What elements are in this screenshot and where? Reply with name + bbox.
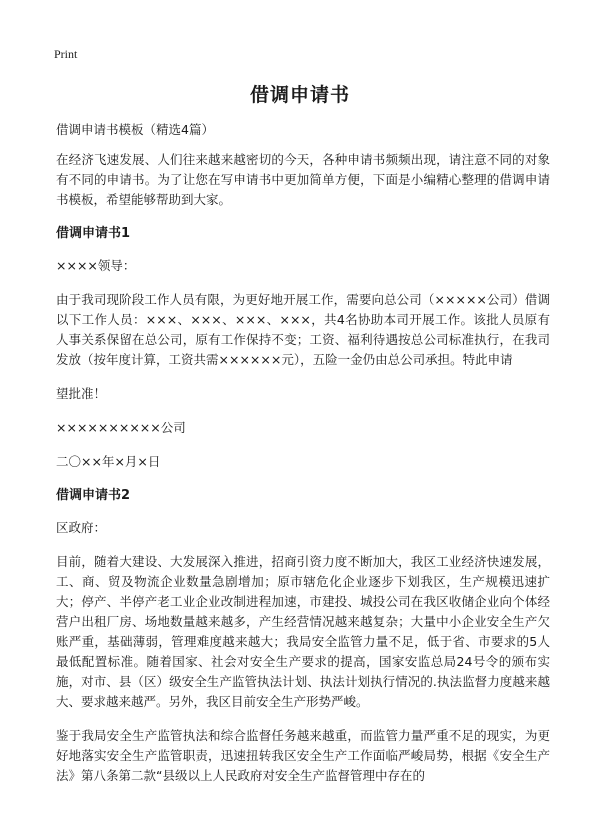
document-subtitle: 借调申请书模板（精选4篇） [56,122,214,137]
page-title: 借调申请书 [249,84,350,106]
body-paragraph-2b: 鉴于我局安全生产监管执法和综合监督任务越来越重，而监管力量严重不足的现实，为更好地落实安全生产监管职责，迅速扭转我区安全生产工作面临严峻局势，根据《安全生产法》第八条第二款“县级以上人民政府对安全生产监督管理中存在的 [56,728,550,783]
closing-1: 望批准！ [56,386,107,401]
body-paragraph-1: 由于我司现阶段工作人员有限，为更好地开展工作，需要向总公司（×××××公司）借调以下工作人员：×××、×××、×××、×××，共4名协助本司开展工作。该批人员原有人事关系保留在总公司，原有工作保持不变；工资、福利待遇按总公司标准执行，在我司发放（按年度计算，工资共需××××××元），五险一金仍由总公司承担。特此申请 [56,292,550,367]
intro-paragraph: 在经济飞速发展、人们往来越来越密切的今天，各种申请书频频出现，请注意不同的对象有不同的申请书。为了让您在写申请书中更加简单方便，下面是小编精心整理的借调申请书模板，希望能够帮助到大家。 [56,152,550,207]
section-heading-2: 借调申请书2 [56,488,131,503]
document-body [56,120,550,800]
print-label: Print [54,47,78,61]
body-paragraph-2: 目前，随着大建设、大发展深入推进，招商引资力度不断加大，我区工业经济快速发展，工、商、贸及物流企业数量急剧增加；原市辖危化企业逐步下划我区，生产规模迅速扩大；停产、半停产老工业企业改制进程加速，市建投、城投公司在我区收储企业向个体经营户出租厂房、场地数量越来越多，产生经营情况越来越复杂；大量中小企业安全生产欠账严重，基础薄弱，管理难度越来越大；我局安全监管力量不足，低于省、市要求的5人最低配置标准。随着国家、社会对安全生产要求的提高，国家安监总局24号令的颁布实施，对市、县（区）级安全生产监管执法计划、执法计划执行情况的.执法监督力度越来越大、要求越来越严。另外，我区目前安全生产形势严峻。 [56,554,550,709]
salutation-1: ××××领导： [56,258,136,273]
salutation-2: 区政府： [56,520,107,535]
signature-1: ××××××××××公司 [56,420,186,435]
section-heading-1: 借调申请书1 [56,226,131,241]
date-1: 二〇××年×月×日 [56,454,161,469]
